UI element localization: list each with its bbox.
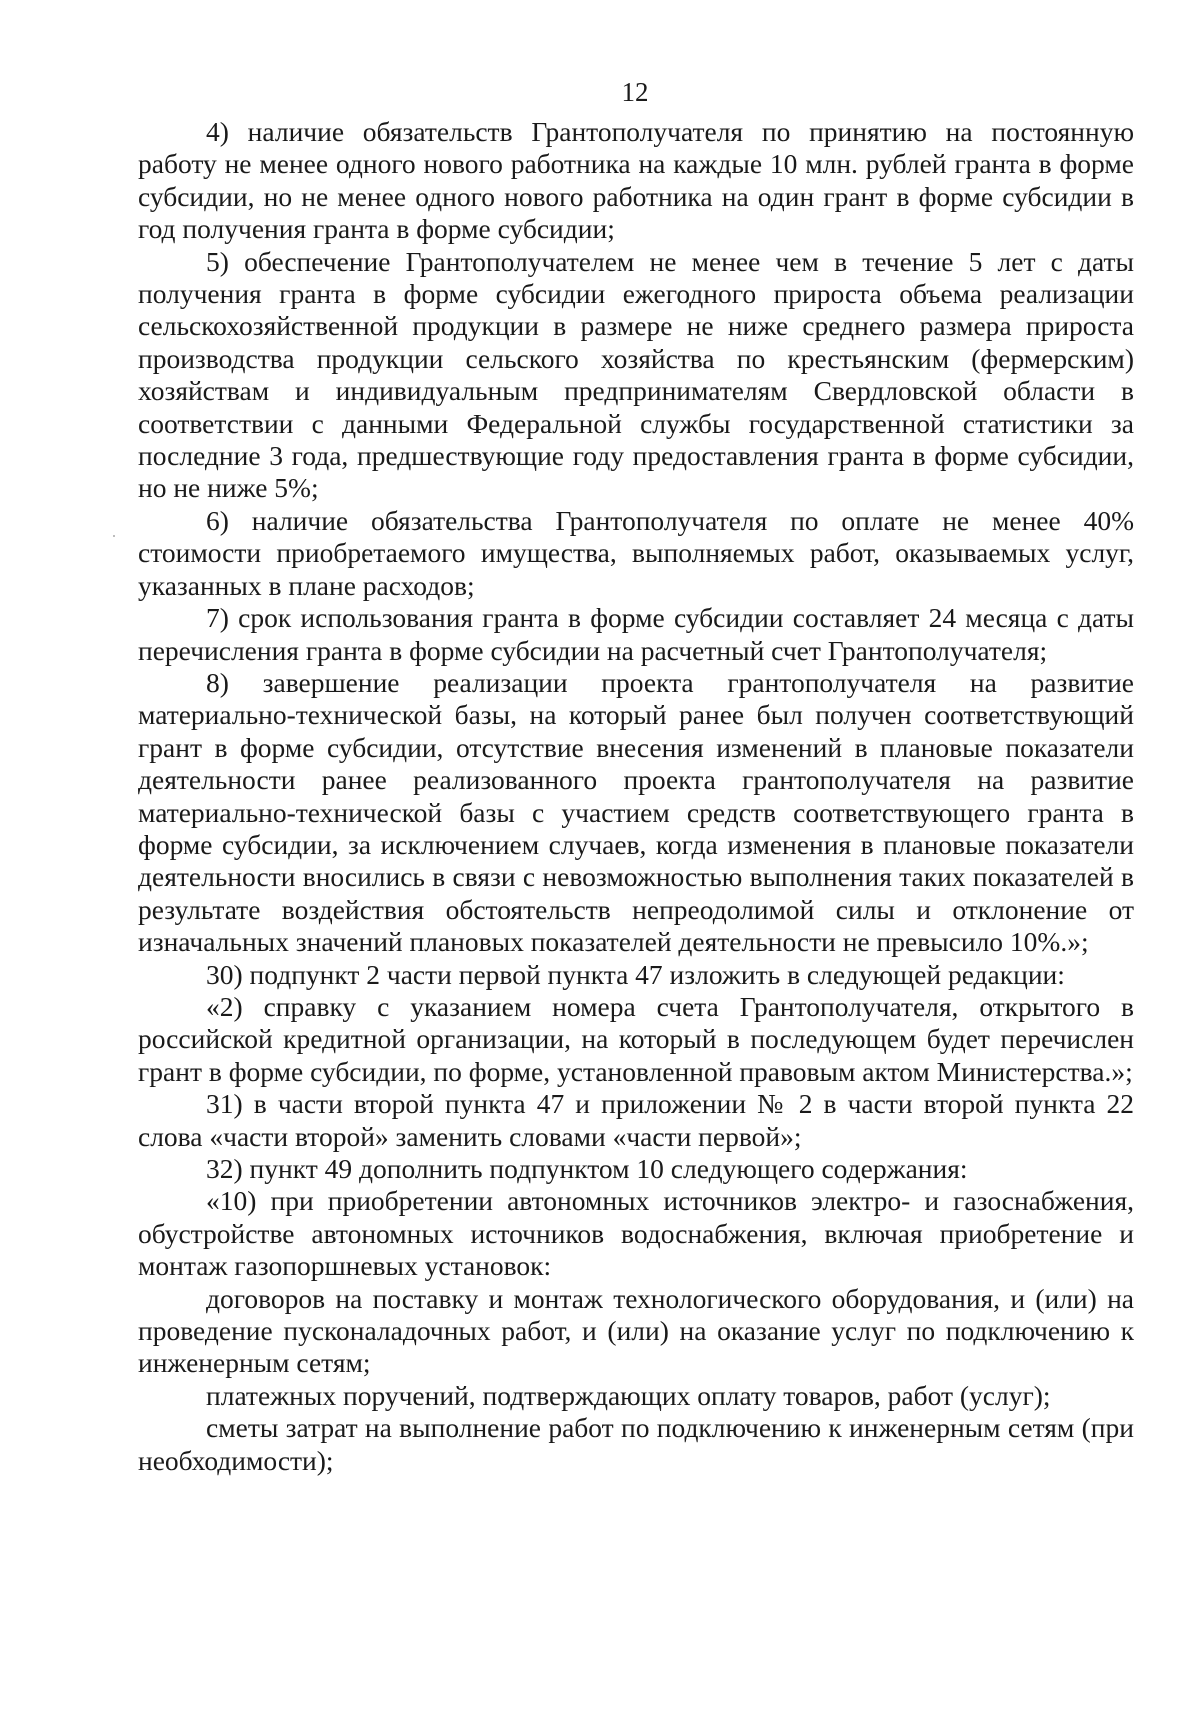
paragraph-subitem-10: «10) при приобретении автономных источников электро- и газоснабжения, обустройстве автономных источников водоснабжения, включая приобретение и монтаж газопоршневых установок: xyxy=(138,1185,1134,1282)
paragraph-item-5: 5) обеспечение Грантополучателем не менее чем в течение 5 лет с даты получения гранта в форме субсидии ежегодного прироста объема реализации сельскохозяйственной продукции в размере не ниже среднего размера прироста производства продукции сельского хозяйства по крестьянским (фермерским) хозяйствам и индивидуальным предпринимателям Свердловской области в соответствии с данными Федеральной службы государственной статистики за последние 3 года, предшествующие году предоставления гранта в форме субсидии, но не ниже 5%; xyxy=(138,245,1134,504)
paragraph-amendment-31: 31) в части второй пункта 47 и приложении № 2 в части второй пункта 22 слова «части второй» заменить словами «части первой»; xyxy=(138,1088,1134,1152)
document-body xyxy=(138,116,1134,1477)
paragraph-amendment-30-text: «2) справку с указанием номера счета Грантополучателя, открытого в российской кредитной организации, на который в последующем будет перечислен грант в форме субсидии, по форме, установленной правовым актом Министерства.»; xyxy=(138,990,1134,1087)
paragraph-payment-orders: платежных поручений, подтверждающих оплату товаров, работ (услуг); xyxy=(206,1379,1051,1411)
paragraph-amendment-30: 30) подпункт 2 части первой пункта 47 изложить в следующей редакции: xyxy=(206,958,1065,990)
margin-mark xyxy=(113,535,115,537)
paragraph-item-4: 4) наличие обязательств Грантополучателя по принятию на постоянную работу не менее одного нового работника на каждые 10 млн. рублей гранта в форме субсидии, но не менее одного нового работника на один грант в форме субсидии в год получения гранта в форме субсидии; xyxy=(138,116,1134,245)
paragraph-contracts: договоров на поставку и монтаж технологического оборудования, и (или) на проведение пусконаладочных работ, и (или) на оказание услуг по подключению к инженерным сетям; xyxy=(138,1282,1134,1379)
paragraph-cost-estimates: сметы затрат на выполнение работ по подключению к инженерным сетям (при необходимости); xyxy=(138,1412,1134,1476)
paragraph-item-7: 7) срок использования гранта в форме субсидии составляет 24 месяца с даты перечисления гранта в форме субсидии на расчетный счет Грантополучателя; xyxy=(138,602,1134,666)
paragraph-item-8: 8) завершение реализации проекта грантополучателя на развитие материально-технической базы, на который ранее был получен соответствующий грант в форме субсидии, отсутствие внесения изменений в плановые показатели деятельности ранее реализованного проекта грантополучателя на развитие материально-технической базы с участием средств соответствующего гранта в форме субсидии, за исключением случаев, когда изменения в плановые показатели деятельности вносились в связи с невозможностью выполнения таких показателей в результате воздействия обстоятельств непреодолимой силы и отклонение от изначальных значений плановых показателей деятельности не превысило 10%.»; xyxy=(138,666,1134,958)
page-number: 12 xyxy=(621,77,649,107)
paragraph-item-6: 6) наличие обязательства Грантополучателя по оплате не менее 40% стоимости приобретаемого имущества, выполняемых работ, оказываемых услуг, указанных в плане расходов; xyxy=(138,504,1134,601)
paragraph-amendment-32: 32) пункт 49 дополнить подпунктом 10 следующего содержания: xyxy=(206,1153,968,1184)
